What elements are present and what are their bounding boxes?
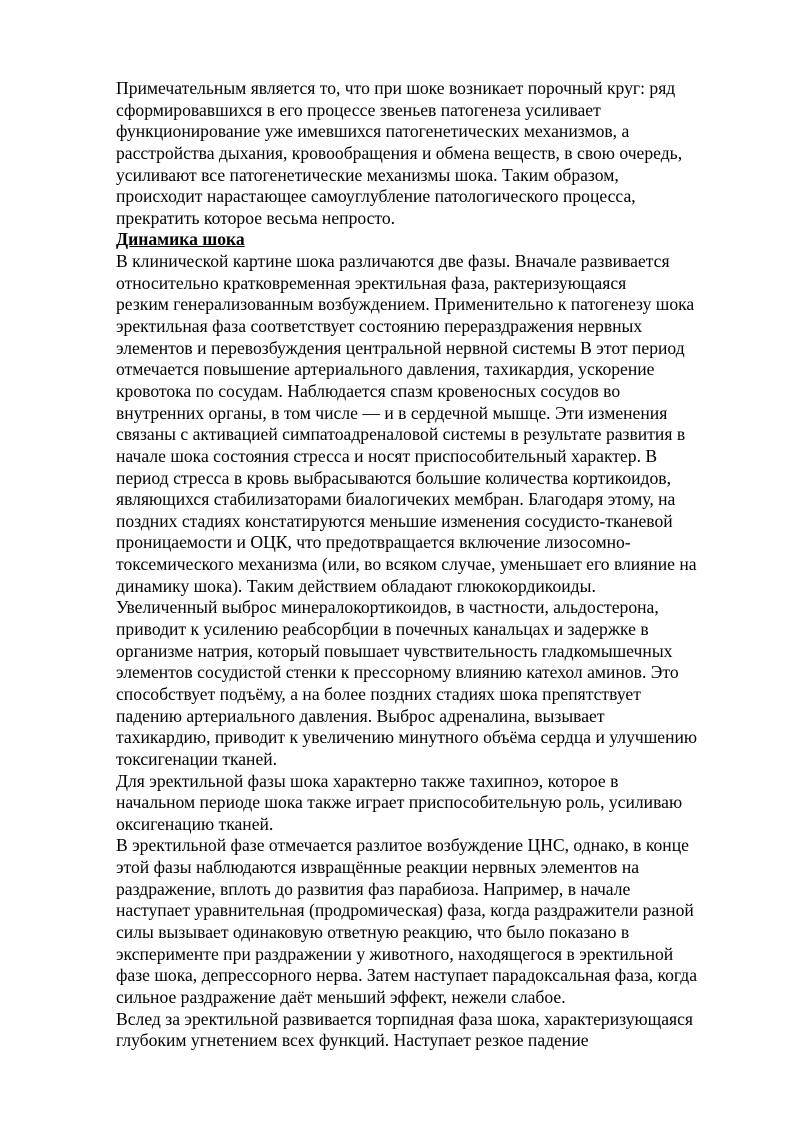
text-line: начале шока состояния стресса и носят приспособительный характер. В (116, 445, 658, 466)
text-line: организме натрия, который повышает чувствительность гладкомышечных (116, 640, 673, 661)
text-line: глубоким угнетением всех функций. Наступает резкое падение (116, 1030, 589, 1051)
text-line: тахикардию, приводит к увеличению минутного объёма сердца и улучшению (116, 727, 698, 748)
text-line: токсемического механизма (или, во всяком случае, уменьшает его влияние на (116, 554, 697, 575)
text-line: этой фазы наблюдаются извращённые реакции нервных элементов на (116, 857, 640, 878)
text-line: относительно кратковременная эректильная фаза, рактеризующаяся (116, 272, 627, 293)
text-line: оксигенацию тканей. (116, 813, 274, 834)
text-line: начальном периоде шока также играет приспособительную роль, усиливаю (116, 792, 683, 813)
text-line: падению артериального давления. Выброс адреналина, вызывает (116, 705, 605, 726)
section-heading: Динамика шока (116, 229, 245, 250)
text-line: кровотока по сосудам. Наблюдается спазм кровеносных сосудов во (116, 380, 621, 401)
text-line: внутренних органы, в том числе — и в сердечной мышце. Эти изменения (116, 402, 668, 423)
text-line: функционирование уже имевшихся патогенетических механизмов, а (116, 121, 630, 142)
text-line: Для эректильной фазы шока характерно также тахипноэ, которое в (116, 770, 619, 791)
text-line: динамику шока). Таким действием обладают глюкокордикоиды. (116, 575, 596, 596)
text-line: усиливают все патогенетические механизмы шока. Таким образом, (116, 164, 619, 185)
text-line: прекратить которое весьма непросто. (116, 207, 396, 228)
text-line: происходит нарастающее самоуглубление патологического процесса, (116, 186, 636, 207)
text-line: отмечается повышение артериального давления, тахикардия, ускорение (116, 359, 655, 380)
text-line: Примечательным является то, что при шоке возникает порочный круг: ряд (116, 78, 676, 98)
text-line: проницаемости и ОЦК, что предотвращается включение лизосомно- (116, 532, 631, 553)
text-line: способствует подъёму, а на более поздних стадиях шока препятствует (116, 683, 641, 704)
text-line: силы вызывает одинаковую ответную реакцию, что было показано в (116, 921, 630, 942)
text-line: токсигенации тканей. (116, 748, 278, 769)
text-line: связаны с активацией симпатоадреналовой системы в результате развития в (116, 424, 686, 445)
text-line: наступает уравнительная (продромическая) фаза, когда раздражители разной (116, 900, 694, 921)
text-line: сформировавшихся в его процессе звеньев патогенеза усиливает (116, 99, 601, 120)
text-line: эректильная фаза соответствует состоянию перераздражения нервных (116, 316, 643, 337)
text-line: элементов и перевозбуждения центральной нервной системы В этот период (116, 337, 685, 358)
text-line: эксперименте при раздражении у животного, находящегося в эректильной (116, 943, 674, 964)
text-line: являющихся стабилизаторами биалогичеких мембран. Благодаря этому, на (116, 489, 676, 510)
text-line: фазе шока, депрессорного нерва. Затем наступает парадоксальная фаза, когда (116, 965, 698, 986)
text-line: резким генерализованным возбуждением. Применительно к патогенезу шока (116, 294, 695, 315)
text-line: В клинической картине шока различаются две фазы. Вначале развивается (116, 251, 670, 272)
text-line: приводит к усилению реабсорбции в почечных канальцах и задержке в (116, 619, 649, 640)
text-line: поздних стадиях констатируются меньшие изменения сосудисто-тканевой (116, 510, 673, 531)
text-line: элементов сосудистой стенки к прессорному влиянию катехол аминов. Это (116, 662, 679, 683)
text-line: Увеличенный выброс минералокортикоидов, в частности, альдостерона, (116, 597, 659, 618)
text-line: период стресса в кровь выбрасываются большие количества кортикоидов, (116, 467, 671, 488)
text-line: сильное раздражение даёт меньший эффект, нежели слабое. (116, 986, 566, 1007)
text-line: расстройства дыхания, кровообращения и обмена веществ, в свою очередь, (116, 142, 683, 163)
text-line: В эректильной фазе отмечается разлитое возбуждение ЦНС, однако, в конце (116, 835, 689, 856)
document-page (116, 78, 756, 1052)
text-line: раздражение, вплоть до развития фаз парабиоза. Например, в начале (116, 878, 631, 899)
text-line: Вслед за эректильной развивается торпидная фаза шока, характеризующаяся (116, 1008, 694, 1029)
